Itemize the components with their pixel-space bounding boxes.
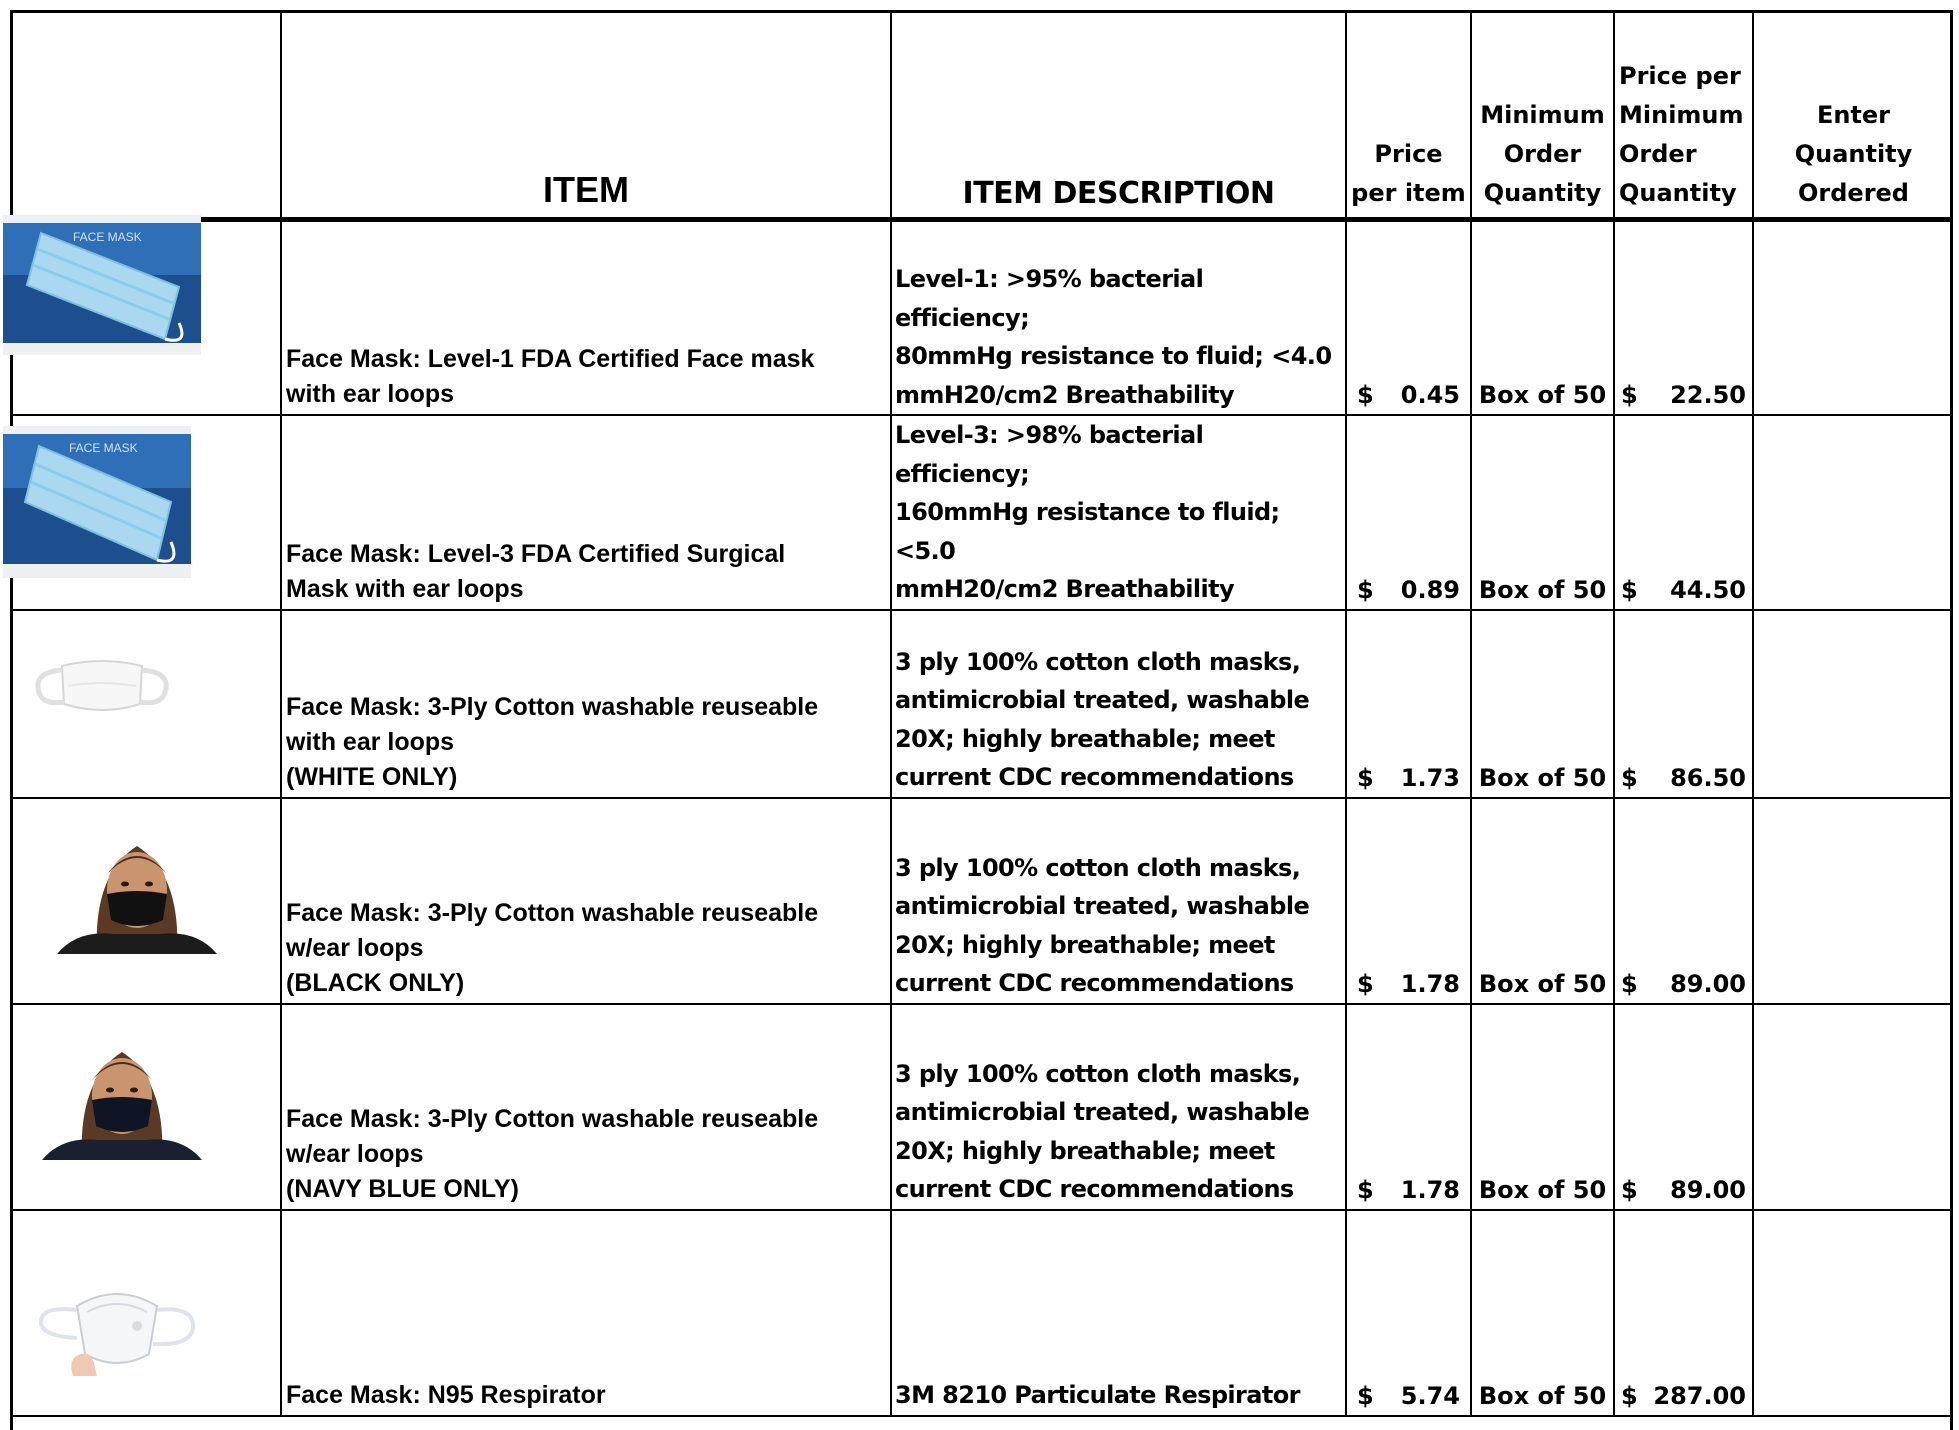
item-name: Face Mask: 3-Ply Cotton washable reuseable w/ear loops (BLACK ONLY)	[286, 898, 819, 997]
minimum-order-quantity-cell	[1471, 1210, 1614, 1416]
price-per-item: 1.78	[1400, 969, 1460, 998]
surgical-mask-box-icon	[3, 426, 191, 583]
quantity-ordered-input[interactable]	[1753, 798, 1953, 1004]
header-price-per-item	[1346, 13, 1471, 219]
price-per-item: 1.73	[1400, 763, 1460, 792]
price-per-item-cell	[1346, 219, 1471, 415]
item-name: Face Mask: N95 Respirator	[286, 1380, 606, 1409]
product-image-cell	[13, 1004, 281, 1210]
minimum-order-quantity-cell	[1471, 415, 1614, 610]
item-description: 3 ply 100% cotton cloth masks, antimicrobial treated, washable 20X; highly breathable; meet current CDC recommendations	[895, 1059, 1310, 1203]
item-description-cell	[891, 1004, 1346, 1210]
quantity-ordered-input[interactable]	[1753, 219, 1953, 415]
price-per-item: 0.89	[1400, 575, 1460, 604]
quantity-ordered-input[interactable]	[1753, 415, 1953, 610]
product-image-cell	[13, 1210, 281, 1416]
n95-respirator-icon	[37, 1276, 197, 1381]
svg-text:FACE MASK: FACE MASK	[72, 230, 142, 245]
minimum-order-quantity-cell	[1471, 1004, 1614, 1210]
minimum-order-quantity-cell	[1471, 610, 1614, 798]
currency-symbol: $	[1621, 1175, 1638, 1204]
surgical-mask-box-icon	[3, 215, 201, 360]
header-row	[13, 13, 1953, 219]
header-enter-quantity-ordered-label: Enter Quantity Ordered	[1794, 100, 1913, 207]
price-per-item: 0.45	[1400, 381, 1460, 409]
item-name: Face Mask: Level-1 FDA Certified Face mask with ear loops	[286, 345, 815, 408]
price-per-minimum-order-cell	[1614, 1004, 1753, 1210]
price-per-minimum-order: 89.00	[1670, 1175, 1746, 1204]
product-image-cell	[13, 415, 281, 610]
minimum-order-quantity: Box of 50	[1478, 1381, 1607, 1410]
price-per-item: 1.78	[1400, 1175, 1460, 1204]
currency-symbol: $	[1357, 763, 1374, 792]
item-description: Level-1: >95% bacterial efficiency; 80mmHg resistance to fluid; <4.0 mmH20/cm2 Breathability	[895, 265, 1332, 409]
table-row	[13, 610, 1953, 798]
product-image-cell	[13, 610, 281, 798]
price-per-minimum-order: 22.50	[1670, 381, 1746, 409]
price-per-minimum-order: 44.50	[1670, 575, 1746, 604]
product-image-cell	[13, 219, 281, 415]
item-description-cell	[891, 798, 1346, 1004]
price-per-minimum-order-cell	[1614, 610, 1753, 798]
header-price-per-minimum-order-quantity	[1614, 13, 1753, 219]
header-item: ITEM	[281, 13, 891, 219]
currency-symbol: $	[1621, 381, 1638, 409]
price-per-item: 5.74	[1400, 1381, 1460, 1410]
table-row	[13, 798, 1953, 1004]
price-per-item-cell	[1346, 1210, 1471, 1416]
minimum-order-quantity: Box of 50	[1478, 763, 1607, 792]
item-name-cell	[281, 1004, 891, 1210]
header-item-description: ITEM DESCRIPTION	[891, 13, 1346, 219]
currency-symbol: $	[1621, 1381, 1638, 1410]
price-per-minimum-order-cell	[1614, 219, 1753, 415]
item-name-cell	[281, 1210, 891, 1416]
minimum-order-quantity-cell	[1471, 798, 1614, 1004]
currency-symbol: $	[1357, 381, 1374, 409]
header-price-per-item-label: Price per item	[1351, 139, 1466, 207]
price-per-minimum-order: 287.00	[1653, 1381, 1746, 1410]
minimum-order-quantity: Box of 50	[1478, 575, 1607, 604]
item-name: Face Mask: 3-Ply Cotton washable reuseable with ear loops (WHITE ONLY)	[286, 692, 819, 791]
table-row	[13, 1210, 1953, 1416]
price-per-item-cell	[1346, 1004, 1471, 1210]
currency-symbol: $	[1357, 575, 1374, 604]
currency-symbol: $	[1357, 969, 1374, 998]
minimum-order-quantity: Box of 50	[1478, 969, 1607, 998]
price-per-minimum-order-cell	[1614, 415, 1753, 610]
currency-symbol: $	[1621, 763, 1638, 792]
minimum-order-quantity: Box of 50	[1478, 1175, 1607, 1204]
item-name: Face Mask: 3-Ply Cotton washable reuseable w/ear loops (NAVY BLUE ONLY)	[286, 1104, 819, 1203]
header-image	[13, 13, 281, 219]
item-description-cell	[891, 415, 1346, 610]
price-per-minimum-order: 86.50	[1670, 763, 1746, 792]
currency-symbol: $	[1621, 575, 1638, 604]
item-name-cell	[281, 798, 891, 1004]
quantity-ordered-input[interactable]	[1753, 610, 1953, 798]
order-form-table	[13, 13, 1953, 1417]
svg-text:FACE MASK: FACE MASK	[68, 440, 138, 455]
white-cloth-mask-icon	[32, 658, 172, 721]
header-minimum-order-quantity	[1471, 13, 1614, 219]
item-description-cell	[891, 610, 1346, 798]
price-per-minimum-order-cell	[1614, 798, 1753, 1004]
minimum-order-quantity: Box of 50	[1478, 381, 1607, 409]
price-per-minimum-order: 89.00	[1670, 969, 1746, 998]
header-enter-quantity-ordered	[1753, 13, 1953, 219]
quantity-ordered-input[interactable]	[1753, 1004, 1953, 1210]
quantity-ordered-input[interactable]	[1753, 1210, 1953, 1416]
table-row	[13, 415, 1953, 610]
product-image-cell	[13, 798, 281, 1004]
item-description-cell	[891, 219, 1346, 415]
table-row	[13, 219, 1953, 415]
item-name-cell	[281, 219, 891, 415]
order-form-sheet	[10, 10, 1953, 1430]
item-description: 3 ply 100% cotton cloth masks, antimicrobial treated, washable 20X; highly breathable; meet current CDC recommendations	[895, 647, 1310, 791]
price-per-item-cell	[1346, 798, 1471, 1004]
header-minimum-order-quantity-label: Minimum Order Quantity	[1480, 100, 1605, 207]
item-description: 3 ply 100% cotton cloth masks, antimicrobial treated, washable 20X; highly breathable; meet current CDC recommendations	[895, 853, 1310, 997]
item-description-cell	[891, 1210, 1346, 1416]
price-per-minimum-order-cell	[1614, 1210, 1753, 1416]
woman-black-mask-icon	[57, 834, 217, 959]
table-row	[13, 1004, 1953, 1210]
item-name-cell	[281, 610, 891, 798]
item-name-cell	[281, 415, 891, 610]
price-per-item-cell	[1346, 415, 1471, 610]
item-description: 3M 8210 Particulate Respirator	[895, 1381, 1300, 1409]
currency-symbol: $	[1357, 1175, 1374, 1204]
minimum-order-quantity-cell	[1471, 219, 1614, 415]
price-per-item-cell	[1346, 610, 1471, 798]
item-name: Face Mask: Level-3 FDA Certified Surgical Mask with ear loops	[286, 539, 786, 603]
item-description: Level-3: >98% bacterial efficiency; 160mmHg resistance to fluid; <5.0 mmH20/cm2 Breathability	[895, 421, 1280, 603]
header-price-per-minimum-order-quantity-label: Price per Minimum Order Quantity	[1619, 61, 1744, 207]
woman-navy-mask-icon	[42, 1040, 202, 1165]
currency-symbol: $	[1621, 969, 1638, 998]
currency-symbol: $	[1357, 1381, 1374, 1410]
